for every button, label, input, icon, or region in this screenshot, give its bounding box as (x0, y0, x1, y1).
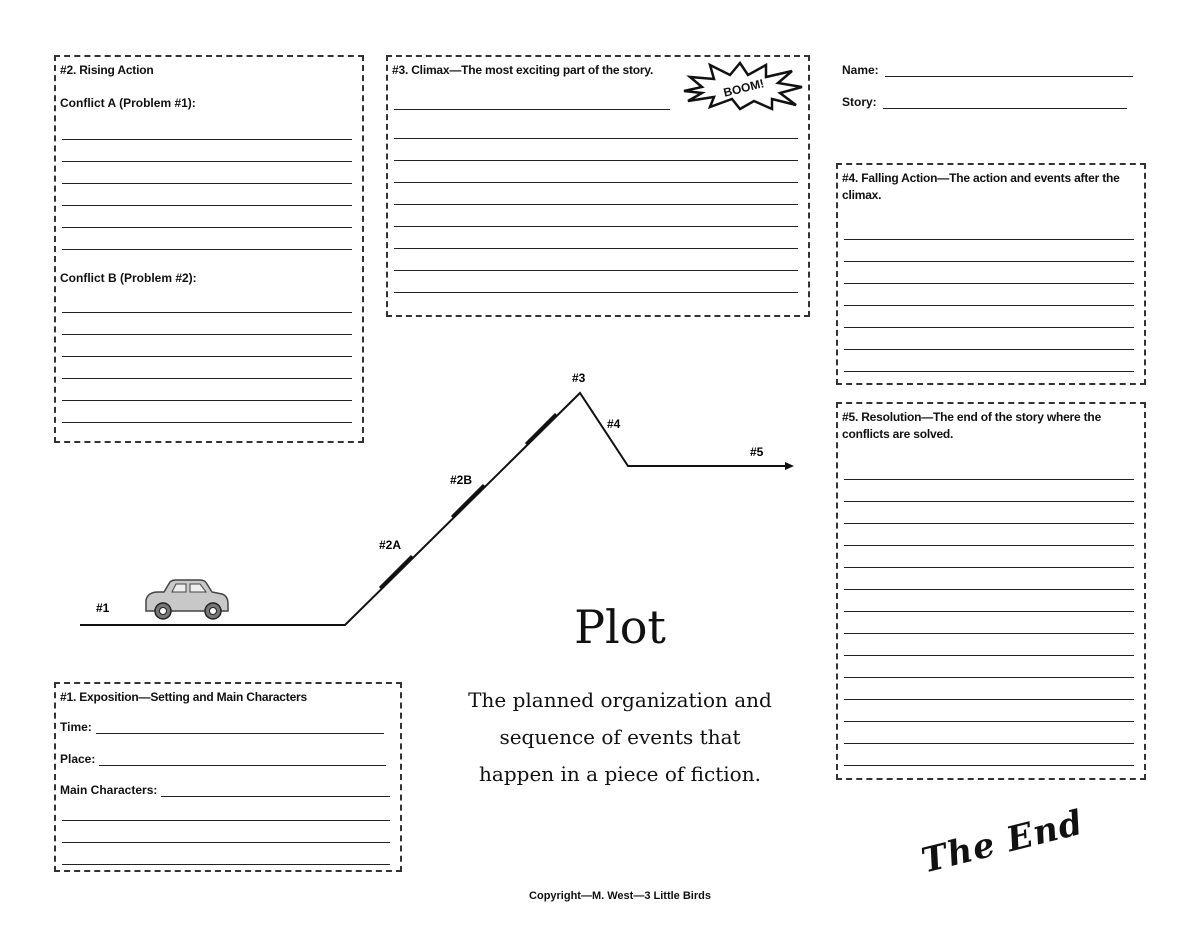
diagram-label-1: #1 (96, 601, 110, 615)
time-label: Time: (60, 720, 92, 734)
exposition-title: #1. Exposition—Setting and Main Characters (60, 690, 307, 704)
copyright-text: Copyright—M. West—3 Little Birds (529, 890, 711, 902)
conflict-b-label: Conflict B (Problem #2): (60, 271, 197, 285)
rising-action-title: #2. Rising Action (60, 63, 154, 77)
plot-arrowhead (785, 462, 794, 470)
conflict-a-label: Conflict A (Problem #1): (60, 96, 196, 110)
plot-line-accent (380, 556, 412, 588)
diagram-label-2b: #2B (450, 473, 473, 487)
plot-definition: The planned organization and sequence of events that happen in a piece of fiction. (468, 688, 772, 786)
place-label: Place: (60, 752, 96, 766)
boom-text: BOOM! (722, 76, 766, 100)
plot-title: Plot (574, 600, 666, 654)
diagram-label-2a: #2A (379, 538, 402, 552)
name-label: Name: (842, 63, 879, 77)
plot-line-accent (452, 485, 484, 517)
climax-title: #3. Climax—The most exciting part of the story. (392, 63, 654, 77)
resolution-title: #5. Resolution—The end of the story where the conflicts are solved. (842, 410, 1102, 441)
diagram-label-5: #5 (750, 445, 764, 459)
main-characters-label: Main Characters: (60, 783, 158, 797)
falling-action-title: #4. Falling Action—The action and events after the climax. (842, 171, 1120, 202)
car-icon (146, 580, 228, 619)
diagram-label-3: #3 (572, 371, 586, 385)
diagram-label-4: #4 (607, 417, 621, 431)
plot-line-accent (526, 414, 556, 444)
story-label: Story: (842, 95, 877, 109)
the-end-text: The End (917, 802, 1088, 882)
